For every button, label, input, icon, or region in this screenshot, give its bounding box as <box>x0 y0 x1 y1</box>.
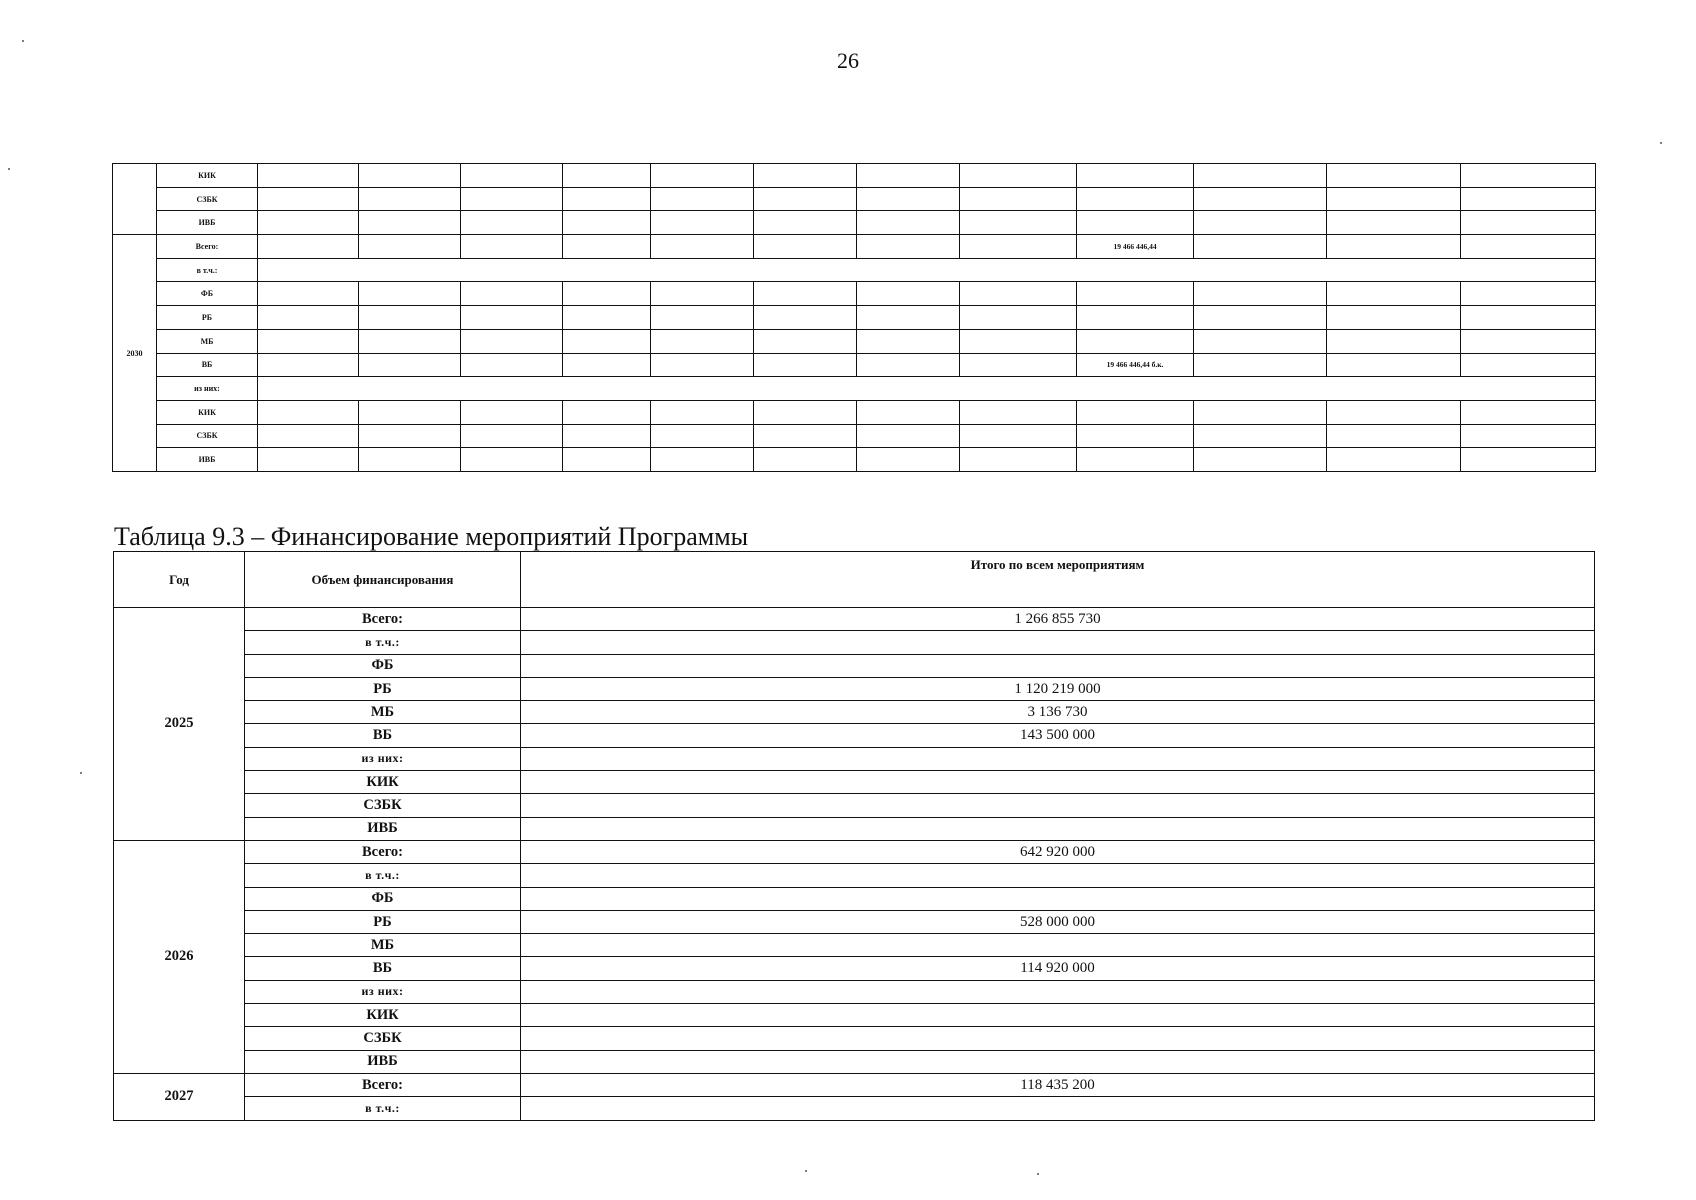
table-row <box>114 957 1595 980</box>
table-row <box>113 187 1596 211</box>
scan-speck <box>805 1170 807 1172</box>
value-cell <box>521 864 1595 887</box>
row-label: КИК <box>157 400 258 424</box>
year-cell: 2025 <box>114 608 245 841</box>
table-row <box>113 211 1596 235</box>
row-label: КИК <box>245 771 521 794</box>
value-cell <box>521 794 1595 817</box>
value-cell <box>521 631 1595 654</box>
row-label: МБ <box>245 701 521 724</box>
value-cell <box>521 1097 1595 1120</box>
table-row <box>114 747 1595 770</box>
header-total: Итого по всем мероприятиям <box>521 552 1595 608</box>
table-row <box>114 631 1595 654</box>
value-cell <box>521 1027 1595 1050</box>
row-label: СЗБК <box>245 1027 521 1050</box>
table-row <box>113 282 1596 306</box>
table-row <box>114 840 1595 863</box>
table-row <box>114 934 1595 957</box>
continued-funding-table <box>112 163 1596 472</box>
table-row <box>114 1050 1595 1073</box>
table-row <box>113 329 1596 353</box>
row-label: Всего: <box>245 608 521 631</box>
value-cell: 143 500 000 <box>521 724 1595 747</box>
table-row <box>114 1004 1595 1027</box>
row-label: Всего: <box>245 1073 521 1096</box>
value-cell <box>521 771 1595 794</box>
value-cell: 114 920 000 <box>521 957 1595 980</box>
row-label: СЗБК <box>157 187 258 211</box>
page-number: 26 <box>837 48 859 73</box>
header-volume: Объем финансирования <box>245 552 521 608</box>
value-cell: 528 000 000 <box>521 910 1595 933</box>
value-cell <box>521 887 1595 910</box>
table-row <box>114 1073 1595 1096</box>
value-cell <box>521 1050 1595 1073</box>
row-label: ИВБ <box>157 448 258 472</box>
value-cell <box>521 817 1595 840</box>
scan-speck <box>1037 1173 1039 1175</box>
table-row <box>114 794 1595 817</box>
row-label: ИВБ <box>245 817 521 840</box>
table-row <box>114 817 1595 840</box>
row-label: в т.ч.: <box>245 631 521 654</box>
row-label: в т.ч.: <box>157 258 258 282</box>
year-cell: 2026 <box>114 840 245 1073</box>
row-label: ИВБ <box>157 211 258 235</box>
row-label: СЗБК <box>157 424 258 448</box>
table-row <box>114 910 1595 933</box>
table-row <box>114 701 1595 724</box>
value-cell: 3 136 730 <box>521 701 1595 724</box>
row-label: РБ <box>245 677 521 700</box>
table-row <box>114 1097 1595 1120</box>
year-cell: 2030 <box>113 235 157 472</box>
row-label: МБ <box>245 934 521 957</box>
row-label: Всего: <box>245 840 521 863</box>
table-row <box>113 235 1596 259</box>
table-row <box>114 724 1595 747</box>
table-row <box>113 400 1596 424</box>
table-row <box>114 980 1595 1003</box>
value-cell: 19 466 446,44 <box>1077 235 1194 259</box>
row-label: ИВБ <box>245 1050 521 1073</box>
table-row <box>114 771 1595 794</box>
table-row <box>113 258 1596 282</box>
value-cell: 19 466 446,44 б.к. <box>1077 353 1194 377</box>
table-row <box>114 677 1595 700</box>
table-row <box>113 424 1596 448</box>
table-row <box>113 377 1596 401</box>
row-label: в т.ч.: <box>245 864 521 887</box>
row-label: КИК <box>245 1004 521 1027</box>
row-label: ВБ <box>245 957 521 980</box>
year-cell: 2027 <box>114 1073 245 1120</box>
value-cell: 1 120 219 000 <box>521 677 1595 700</box>
row-label: из них: <box>245 980 521 1003</box>
funding-table <box>113 551 1595 1121</box>
header-year: Год <box>114 552 245 608</box>
table-row <box>113 164 1596 188</box>
value-cell: 1 266 855 730 <box>521 608 1595 631</box>
table-row <box>114 1027 1595 1050</box>
scan-speck <box>1660 142 1662 144</box>
value-cell <box>521 747 1595 770</box>
row-label: в т.ч.: <box>245 1097 521 1120</box>
row-label: ФБ <box>157 282 258 306</box>
row-label: из них: <box>245 747 521 770</box>
row-label: МБ <box>157 329 258 353</box>
value-cell <box>521 934 1595 957</box>
table-row <box>114 887 1595 910</box>
table-row <box>113 448 1596 472</box>
table-caption: Таблица 9.3 – Финансирование мероприятий Программы <box>114 522 749 551</box>
table-row <box>114 654 1595 677</box>
table-row <box>113 353 1596 377</box>
row-label: РБ <box>157 306 258 330</box>
row-label: из них: <box>157 377 258 401</box>
table-row <box>114 608 1595 631</box>
row-label: ФБ <box>245 887 521 910</box>
scan-speck <box>80 772 82 774</box>
prev-year-cell <box>113 164 157 235</box>
row-label: СЗБК <box>245 794 521 817</box>
value-cell: 642 920 000 <box>521 840 1595 863</box>
row-label: ФБ <box>245 654 521 677</box>
value-cell <box>521 654 1595 677</box>
row-label: ВБ <box>157 353 258 377</box>
row-label: КИК <box>157 164 258 188</box>
row-label: ВБ <box>245 724 521 747</box>
scan-speck <box>8 168 10 170</box>
table-row <box>114 864 1595 887</box>
value-cell: 118 435 200 <box>521 1073 1595 1096</box>
value-cell <box>521 980 1595 1003</box>
scan-speck <box>22 40 24 42</box>
header-row <box>114 552 1595 608</box>
row-label: Всего: <box>157 235 258 259</box>
row-label: РБ <box>245 910 521 933</box>
table-row <box>113 306 1596 330</box>
value-cell <box>521 1004 1595 1027</box>
